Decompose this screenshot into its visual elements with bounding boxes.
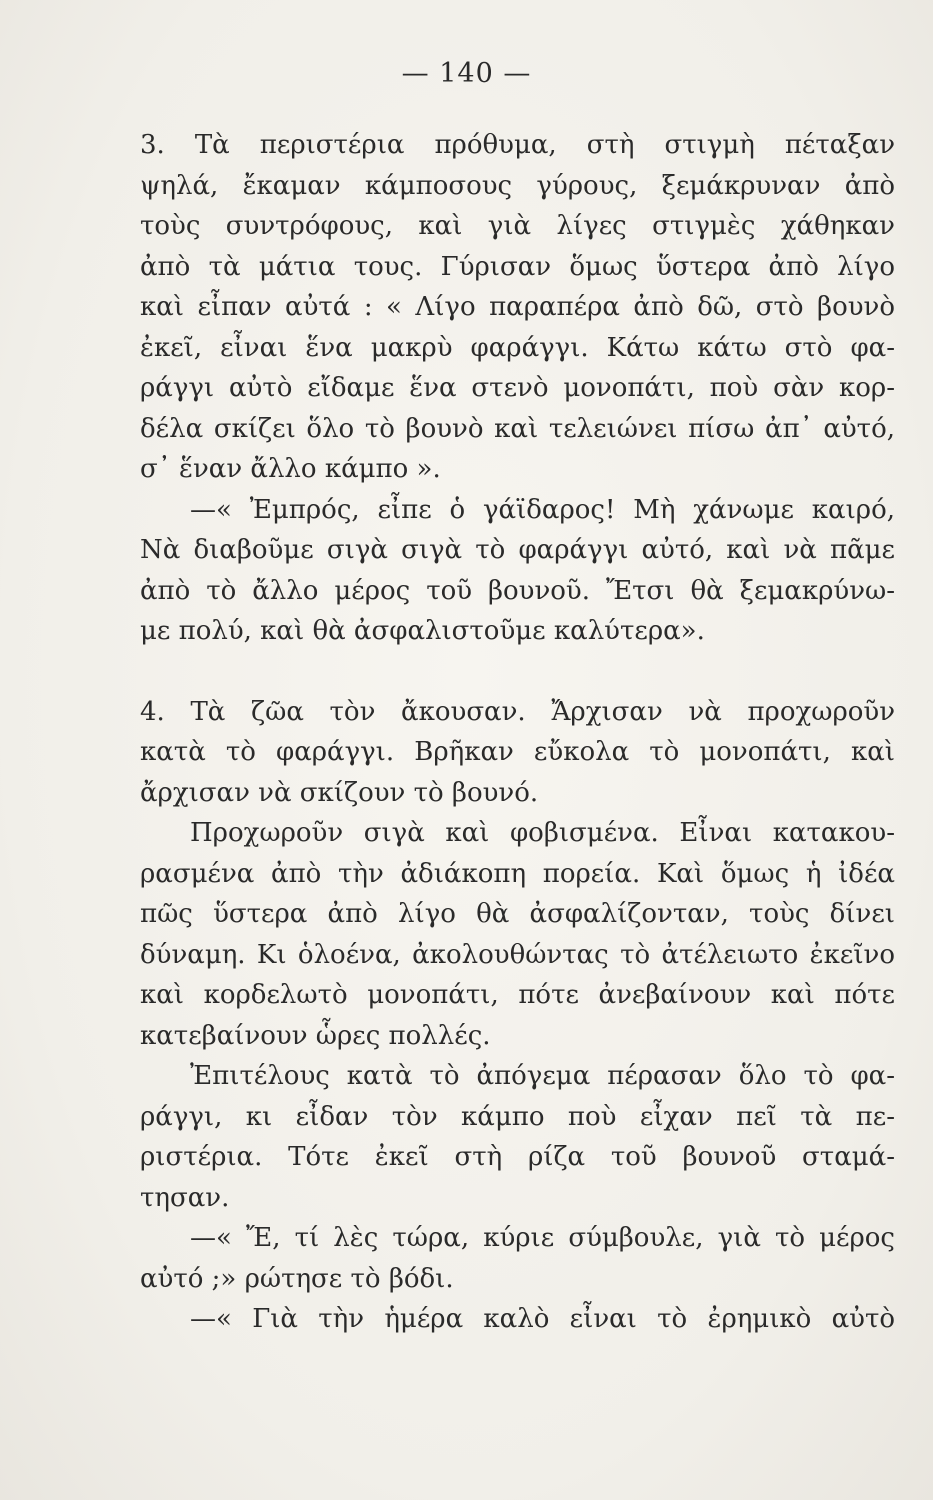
text-line: —« Γιὰ τὴν ἡμέρα καλὸ εἶναι τὸ ἐρημικὸ αὐτὸ bbox=[190, 1304, 895, 1334]
text-line: ἀπὸ τὸ ἄλλο μέρος τοῦ βουνοῦ. Ἔτσι θὰ ξεμακρύνω- bbox=[140, 575, 895, 606]
page-text bbox=[140, 125, 895, 1340]
text-line: καὶ εἶπαν αὐτά : « Λίγο παραπέρα ἀπὸ δῶ, στὸ βουνὸ bbox=[140, 292, 895, 322]
text-line: —« Ἐμπρός, εἶπε ὁ γάϊδαρος! Μὴ χάνωμε καιρό, bbox=[190, 494, 895, 525]
text-line: ἐκεῖ, εἶναι ἕνα μακρὺ φαράγγι. Κάτω κάτω στὸ φα- bbox=[140, 332, 895, 363]
text-line: ράγγι αὐτὸ εἴδαμε ἕνα στενὸ μονοπάτι, ποὺ σὰν κορ- bbox=[140, 373, 895, 403]
text-line: ρασμένα ἀπὸ τὴν ἀδιάκοπη πορεία. Καὶ ὅμως ἡ ἰδέα bbox=[140, 858, 895, 889]
text-line: ψηλά, ἔκαμαν κάμποσους γύρους, ξεμάκρυναν ἀπὸ bbox=[140, 170, 895, 201]
text-line: τησαν. bbox=[140, 1182, 230, 1213]
text-line: σ᾿ ἕναν ἄλλο κάμπο ». bbox=[140, 454, 441, 484]
paragraph-progress bbox=[140, 813, 895, 1056]
text-line: —« Ἔ, τί λὲς τώρα, κύριε σύμβουλε, γιὰ τὸ μέρος bbox=[190, 1223, 895, 1253]
text-line: ράγγι, κι εἶδαν τὸν κάμπο ποὺ εἶχαν πεῖ τὰ πε- bbox=[140, 1101, 895, 1132]
text-line: Ἐπιτέλους κατὰ τὸ ἀπόγεμα πέρασαν ὅλο τὸ φα- bbox=[190, 1061, 895, 1091]
text-line: δύναμη. Κι ὁλοένα, ἀκολουθώντας τὸ ἀτέλειωτο ἐκεῖνο bbox=[140, 939, 895, 970]
paragraph-arrival bbox=[140, 1056, 895, 1218]
paragraph-4 bbox=[140, 692, 895, 814]
text-line: Νὰ διαβοῦμε σιγὰ σιγὰ τὸ φαράγγι αὐτό, καὶ νὰ πᾶμε bbox=[140, 535, 895, 565]
text-line: Προχωροῦν σιγὰ καὶ φοβισμένα. Εἶναι κατακου- bbox=[190, 818, 895, 848]
page-number: — 140 — bbox=[401, 58, 532, 89]
text-line: με πολύ, καὶ θὰ ἀσφαλιστοῦμε καλύτερα». bbox=[140, 616, 705, 646]
text-line: 4. Τὰ ζῶα τὸν ἄκουσαν. Ἄρχισαν νὰ προχωροῦν bbox=[140, 696, 895, 727]
paragraph-dialogue-donkey bbox=[140, 490, 895, 652]
text-line: τοὺς συντρόφους, καὶ γιὰ λίγες στιγμὲς χάθηκαν bbox=[140, 211, 895, 241]
text-line: πῶς ὕστερα ἀπὸ λίγο θὰ ἀσφαλίζονταν, τοὺς δίνει bbox=[140, 899, 895, 929]
text-line: ἀπὸ τὰ μάτια τους. Γύρισαν ὅμως ὕστερα ἀπὸ λίγο bbox=[140, 251, 895, 282]
paragraph-3 bbox=[140, 125, 895, 490]
paragraph-dialogue-ox bbox=[140, 1218, 895, 1299]
text-line: δέλα σκίζει ὅλο τὸ βουνὸ καὶ τελειώνει πίσω ἀπ᾿ αὐτό, bbox=[140, 413, 895, 444]
text-line: καὶ κορδελωτὸ μονοπάτι, πότε ἀνεβαίνουν καὶ πότε bbox=[140, 980, 895, 1010]
text-line: 3. Τὰ περιστέρια πρόθυμα, στὴ στιγμὴ πέταξαν bbox=[140, 130, 895, 160]
text-line: κατὰ τὸ φαράγγι. Βρῆκαν εὔκολα τὸ μονοπάτι, καὶ bbox=[140, 737, 895, 767]
text-line: κατεβαίνουν ὧρες πολλές. bbox=[140, 1020, 491, 1051]
section-gap bbox=[140, 652, 895, 692]
text-line: ριστέρια. Τότε ἐκεῖ στὴ ρίζα τοῦ βουνοῦ σταμά- bbox=[140, 1142, 895, 1172]
text-line: αὐτό ;» ρώτησε τὸ βόδι. bbox=[140, 1263, 454, 1294]
text-line: ἄρχισαν νὰ σκίζουν τὸ βουνό. bbox=[140, 777, 539, 808]
paragraph-dialogue-reply bbox=[140, 1299, 895, 1340]
